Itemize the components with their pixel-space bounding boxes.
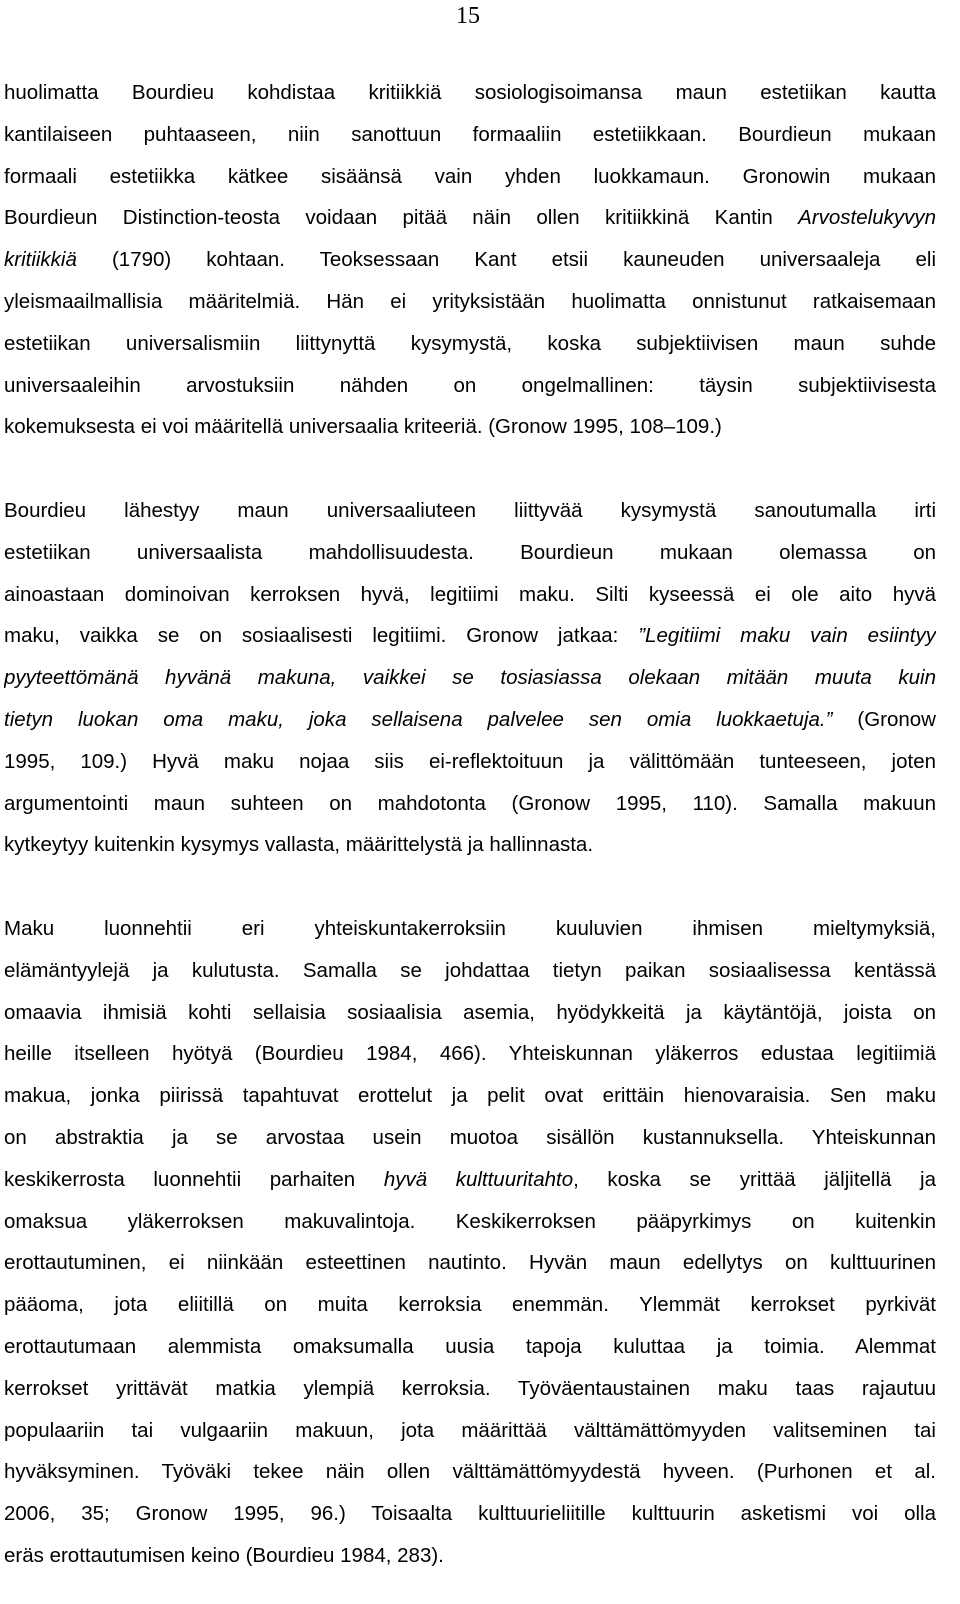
text-line [4, 1033, 936, 1075]
italic-text: kritiikkiä [4, 248, 77, 272]
text-run: makua, jonka piirissä tapahtuvat erottelut ja pelit ovat erittäin hienovaraisia. Sen maku [4, 1084, 936, 1108]
text-run: estetiikan universalismiin liittynyttä kysymystä, koska subjektiivisen maun suhde [4, 331, 936, 355]
text-run: Maku luonnehtii eri yhteiskuntakerroksiin kuuluvien ihmisen mieltymyksiä, [4, 916, 936, 940]
text-run: keskikerrosta luonnehtii parhaiten [4, 1167, 384, 1191]
text-run: erottautuminen, ei niinkään esteettinen nautinto. Hyvän maun edellytys on kulttuurinen [4, 1251, 936, 1275]
text-run: on abstraktia ja se arvostaa usein muotoa sisällön kustannuksella. Yhteiskunnan [4, 1125, 936, 1149]
text-line [4, 406, 936, 448]
paragraph-gap [4, 448, 936, 490]
text-run: (1790) kohtaan. Teoksessaan Kant etsii kauneuden universaaleja eli [76, 248, 936, 272]
paragraph [4, 490, 936, 866]
text-run: ainoastaan dominoivan kerroksen hyvä, legitiimi maku. Silti kyseessä ei ole aito hyvä [4, 582, 936, 606]
text-line [4, 281, 936, 323]
italic-text: tietyn luokan oma maku, joka sellaisena palvelee sen omia luokkaetuja.” [4, 707, 833, 731]
text-run: universaaleihin arvostuksiin nähden on ongelmallinen: täysin subjektiivisesta [4, 373, 936, 397]
text-line [4, 1410, 936, 1452]
text-run: , koska se yrittää jäljitellä ja [573, 1167, 936, 1191]
italic-text: ”Legitiimi maku vain esiintyy [638, 624, 936, 648]
text-line [4, 156, 936, 198]
text-run: elämäntyylejä ja kulutusta. Samalla se johdattaa tietyn paikan sosiaalisessa kentässä [4, 958, 936, 982]
text-line [4, 239, 936, 281]
page-number: 15 [456, 3, 480, 29]
text-run: heille itselleen hyötyä (Bourdieu 1984, 466). Yhteiskunnan yläkerros edustaa legitiimiä [4, 1042, 936, 1066]
paragraph-gap [4, 866, 936, 908]
text-run: pääoma, jota eliitillä on muita kerroksia enemmän. Ylemmät kerrokset pyrkivät [4, 1293, 936, 1317]
italic-text: Arvostelukyvyn [798, 206, 936, 230]
paragraph [4, 72, 936, 448]
text-run: (Gronow [832, 707, 936, 731]
body-text [4, 72, 936, 1577]
text-line [4, 532, 936, 574]
text-line [4, 992, 936, 1034]
text-line [4, 741, 936, 783]
text-line [4, 908, 936, 950]
text-run: eräs erottautumisen keino (Bourdieu 1984, 283). [4, 1543, 444, 1567]
text-run: 1995, 109.) Hyvä maku nojaa siis ei-reflektoituun ja välittömään tunteeseen, joten [4, 749, 936, 773]
text-run: kantilaiseen puhtaaseen, niin sanottuun formaaliin estetiikkaan. Bourdieun mukaan [4, 122, 936, 146]
text-run: Bourdieu lähestyy maun universaaliuteen liittyvää kysymystä sanoutumalla irti [4, 498, 936, 522]
text-line [4, 574, 936, 616]
text-line [4, 1368, 936, 1410]
text-line [4, 824, 936, 866]
text-line [4, 1535, 936, 1577]
text-line [4, 1117, 936, 1159]
text-line [4, 1326, 936, 1368]
text-line [4, 950, 936, 992]
text-run: kerrokset yrittävät matkia ylempiä kerroksia. Työväentaustainen maku taas rajautuu [4, 1376, 936, 1400]
text-run: omaksua yläkerroksen makuvalintoja. Keskikerroksen pääpyrkimys on kuitenkin [4, 1209, 936, 1233]
text-run: argumentointi maun suhteen on mahdotonta (Gronow 1995, 110). Samalla makuun [4, 791, 936, 815]
text-run: omaavia ihmisiä kohti sellaisia sosiaalisia asemia, hyödykkeitä ja käytäntöjä, joista on [4, 1000, 936, 1024]
text-line [4, 72, 936, 114]
text-run: kokemuksesta ei voi määritellä universaalia kriteeriä. (Gronow 1995, 108–109.) [4, 415, 722, 439]
text-line [4, 1284, 936, 1326]
text-run: populaariin tai vulgaariin makuun, jota määrittää välttämättömyyden valitseminen tai [4, 1418, 936, 1442]
text-line [4, 490, 936, 532]
text-line [4, 323, 936, 365]
text-line [4, 1201, 936, 1243]
text-line [4, 1493, 936, 1535]
text-line [4, 657, 936, 699]
text-run: yleismaailmallisia määritelmiä. Hän ei yrityksistään huolimatta onnistunut ratkaisemaan [4, 289, 936, 313]
italic-text: hyvä kulttuuritahto [383, 1167, 574, 1191]
text-line [4, 114, 936, 156]
text-line [4, 1451, 936, 1493]
text-run: 2006, 35; Gronow 1995, 96.) Toisaalta kulttuurieliitille kulttuurin asketismi voi olla [4, 1502, 936, 1526]
text-line [4, 1242, 936, 1284]
text-run: hyväksyminen. Työväki tekee näin ollen välttämättömyydestä hyveen. (Purhonen et al. [4, 1460, 936, 1484]
text-run: estetiikan universaalista mahdollisuudesta. Bourdieun mukaan olemassa on [4, 540, 936, 564]
text-run: huolimatta Bourdieu kohdistaa kritiikkiä sosiologisoimansa maun estetiikan kautta [4, 81, 936, 104]
text-line [4, 699, 936, 741]
text-run: formaali estetiikka kätkee sisäänsä vain yhden luokkamaun. Gronowin mukaan [4, 164, 936, 188]
text-line [4, 1075, 936, 1117]
text-line [4, 365, 936, 407]
text-line [4, 615, 936, 657]
paragraph [4, 908, 936, 1577]
text-line [4, 1159, 936, 1201]
text-line [4, 783, 936, 825]
text-run: Bourdieun Distinction-teosta voidaan pitää näin ollen kritiikkinä Kantin [4, 206, 799, 230]
text-line [4, 197, 936, 239]
text-run: erottautumaan alemmista omaksumalla uusia tapoja kuluttaa ja toimia. Alemmat [4, 1334, 936, 1358]
text-run: kytkeytyy kuitenkin kysymys vallasta, määrittelystä ja hallinnasta. [4, 833, 594, 857]
text-run: maku, vaikka se on sosiaalisesti legitiimi. Gronow jatkaa: [4, 624, 639, 648]
italic-text: pyyteettömänä hyvänä makuna, vaikkei se tosiasiassa olekaan mitään muuta kuin [4, 666, 936, 690]
